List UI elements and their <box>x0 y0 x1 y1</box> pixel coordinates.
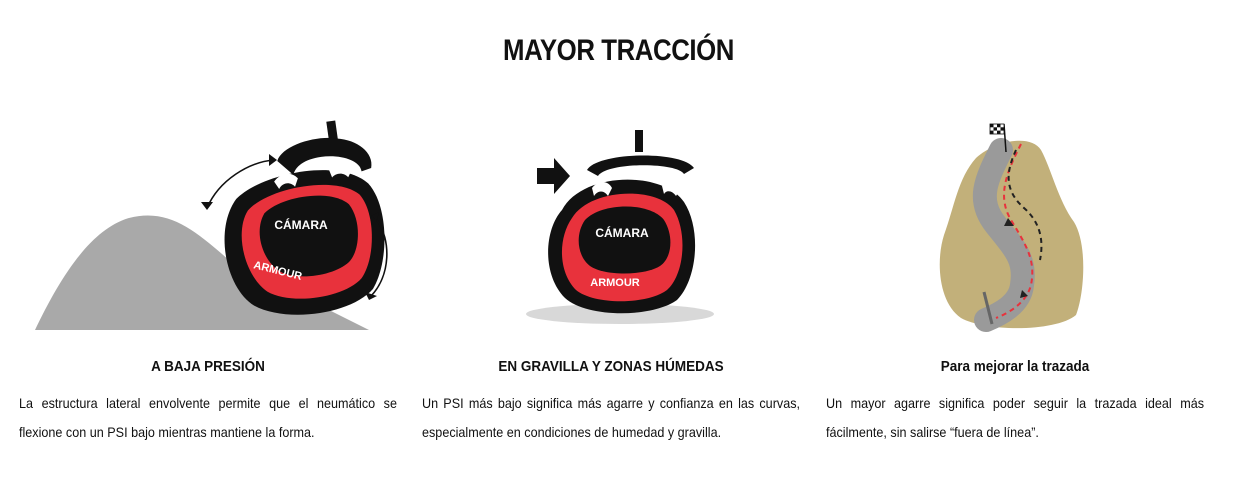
feature-description: Un PSI más bajo significa más agarre y confianza en las curvas, especialmente en condiciones de humedad y gravilla. <box>422 395 800 440</box>
trail-map-graphic <box>826 110 1204 338</box>
tire-on-slope-graphic <box>19 110 397 338</box>
line-choice-illustration <box>826 110 1204 338</box>
feature-line-choice <box>826 110 1204 447</box>
gravel-wet-illustration <box>422 110 800 338</box>
chamber-label: CÁMARA <box>274 218 328 232</box>
tire-gravel-graphic <box>422 110 800 338</box>
feature-description: La estructura lateral envolvente permite que el neumático se flexione con un PSI bajo mientras mantiene la forma. <box>19 395 397 440</box>
feature-heading: A BAJA PRESIÓN <box>151 358 265 375</box>
feature-heading: Para mejorar la trazada <box>940 358 1090 375</box>
armour-label: ARMOUR <box>252 259 304 283</box>
page-title: MAYOR TRACCIÓN <box>503 34 734 67</box>
armour-label: ARMOUR <box>590 277 640 289</box>
low-pressure-illustration <box>19 110 397 338</box>
chamber-label: CÁMARA <box>595 226 649 240</box>
feature-heading: EN GRAVILLA Y ZONAS HÚMEDAS <box>498 358 724 375</box>
feature-description: Un mayor agarre significa poder seguir la trazada ideal más fácilmente, sin salirse “fuera de línea”. <box>826 395 1204 440</box>
feature-gravel-wet <box>422 110 800 447</box>
push-arrow-icon <box>537 158 570 194</box>
feature-low-pressure <box>19 110 397 447</box>
